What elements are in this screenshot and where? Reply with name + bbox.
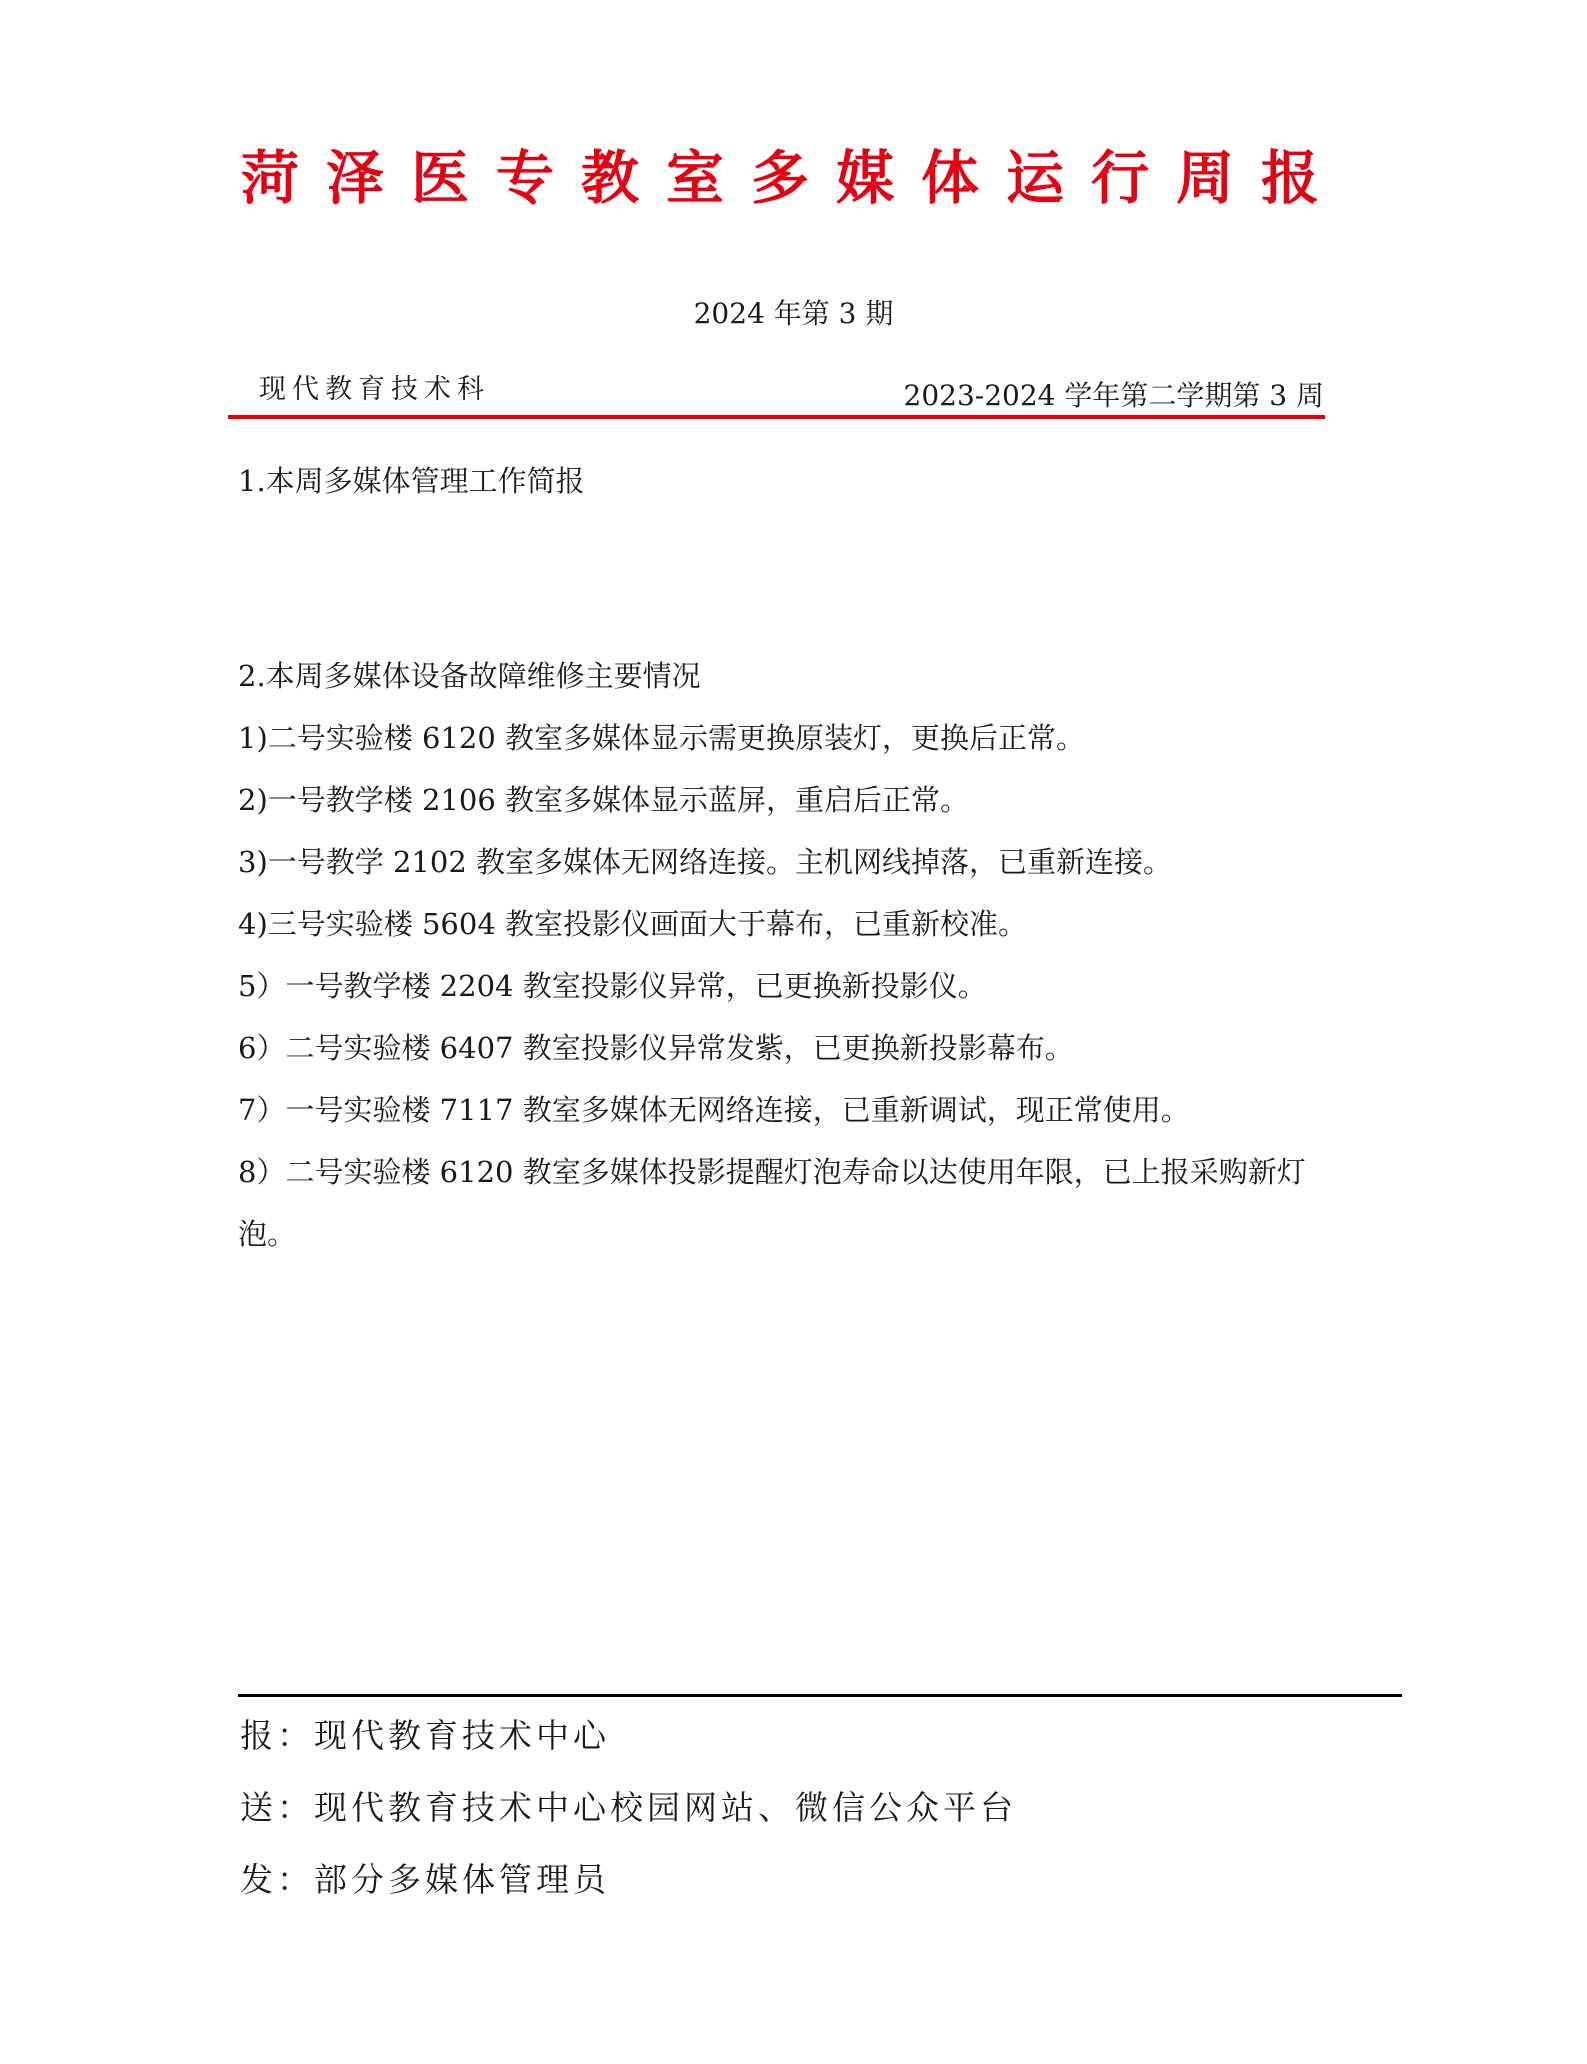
repair-item: 1)二号实验楼 6120 教室多媒体显示需更换原装灯，更换后正常。 [238, 721, 1086, 755]
repair-item: 8）二号实验楼 6120 教室多媒体投影提醒灯泡寿命以达使用年限，已上报采购新灯泡。 [238, 1155, 1306, 1251]
header-red-divider [228, 415, 1325, 419]
department-name: 现代教育技术科 [259, 374, 490, 405]
repair-item: 3)一号教学 2102 教室多媒体无网络连接。主机网线掉落，已重新连接。 [238, 845, 1173, 879]
page-title: 菏泽医专教室多媒体运行周报 [240, 144, 1346, 212]
semester-week: 2023-2024 学年第二学期第 3 周 [903, 379, 1324, 412]
repair-item: 2)一号教学楼 2106 教室多媒体显示蓝屏，重启后正常。 [238, 783, 970, 817]
footer-divider [238, 1694, 1402, 1697]
section1-heading: 1.本周多媒体管理工作简报 [238, 464, 585, 498]
repair-item: 4)三号实验楼 5604 教室投影仪画面大于幕布，已重新校准。 [238, 907, 1028, 941]
repair-item: 6）二号实验楼 6407 教室投影仪异常发紫，已更换新投影幕布。 [238, 1031, 1074, 1065]
distribution-footer [240, 1710, 1017, 1926]
repair-item: 7）一号实验楼 7117 教室多媒体无网络连接，已重新调试，现正常使用。 [238, 1093, 1190, 1127]
issue-number: 2024 年第 3 期 [693, 297, 894, 330]
report-to-line: 报：现代教育技术中心 [240, 1716, 610, 1755]
send-to-line: 送：现代教育技术中心校园网站、微信公众平台 [240, 1788, 1017, 1827]
section2-heading: 2.本周多媒体设备故障维修主要情况 [238, 659, 701, 693]
distribute-to-line: 发：部分多媒体管理员 [240, 1860, 610, 1899]
section2 [238, 645, 1348, 1265]
repair-item: 5）一号教学楼 2204 教室投影仪异常，已更换新投影仪。 [238, 969, 987, 1003]
